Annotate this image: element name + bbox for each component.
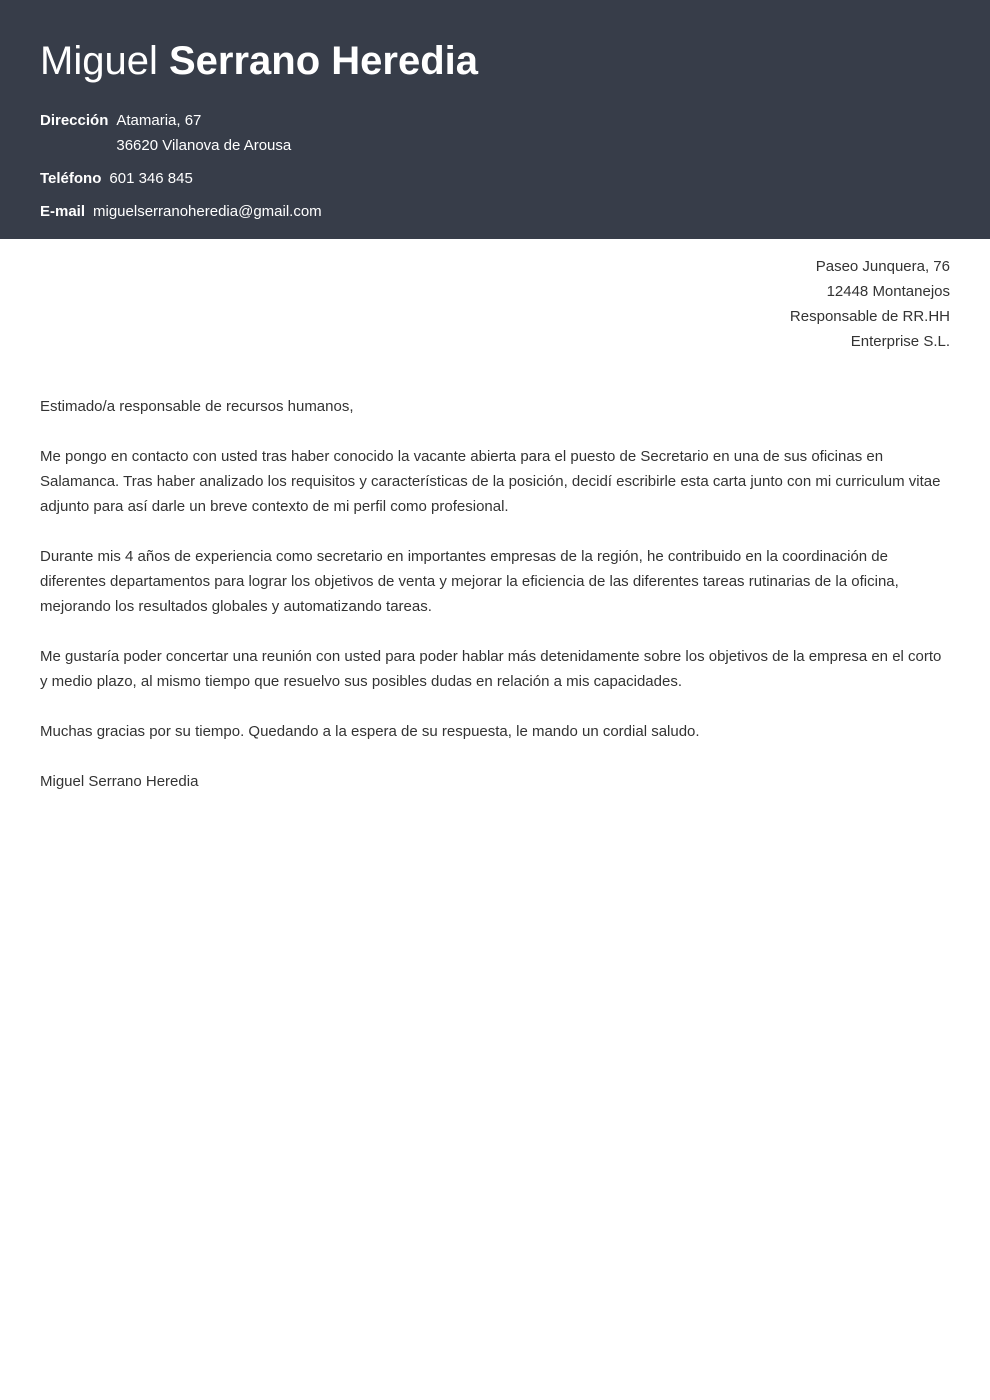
address-line-1: Atamaria, 67 <box>116 112 202 129</box>
email-value <box>93 199 322 224</box>
phone-number: 601 346 845 <box>109 170 193 187</box>
recipient-city: 12448 Montanejos <box>826 283 950 300</box>
phone-row <box>40 166 950 191</box>
sender-last-name: Serrano Heredia <box>168 39 478 83</box>
sender-name <box>40 38 950 84</box>
recipient-company: Enterprise S.L. <box>850 333 950 350</box>
contact-details <box>40 108 950 224</box>
salutation: Estimado/a responsable de recursos humanos, <box>40 398 354 415</box>
paragraph-3: Me gustaría poder concertar una reunión con usted para poder hablar más detenidamente sobre los objetivos de la empresa en el corto y medio plazo, al mismo tiempo que resuelvo sus posibles dudas en relación a mis capacidades. <box>40 648 942 690</box>
address-row <box>40 108 950 158</box>
recipient-block <box>40 254 950 354</box>
recipient-role: Responsable de RR.HH <box>789 308 950 325</box>
address-label: Dirección <box>40 112 109 129</box>
letter-body <box>40 394 950 794</box>
email-row <box>40 199 950 224</box>
closing: Muchas gracias por su tiempo. Quedando a la espera de su respuesta, le mando un cordial saludo. <box>40 723 700 740</box>
letter-content <box>0 239 990 794</box>
recipient-street: Paseo Junquera, 76 <box>815 258 950 275</box>
letter-header <box>0 0 990 239</box>
signature: Miguel Serrano Heredia <box>40 773 199 790</box>
phone-value <box>109 166 192 191</box>
paragraph-1: Me pongo en contacto con usted tras haber conocido la vacante abierta para el puesto de Secretario en una de sus oficinas en Salamanca. Tras haber analizado los requisitos y características de la posición, decidí escribirle esta carta junto con mi curriculum vitae adjunto para así darle un breve contexto de mi perfil como profesional. <box>40 448 941 515</box>
phone-label: Teléfono <box>40 170 102 187</box>
address-value <box>116 108 291 158</box>
email-address: miguelserranoheredia@gmail.com <box>93 203 322 220</box>
sender-first-name: Miguel <box>40 39 158 83</box>
email-label: E-mail <box>40 203 86 220</box>
paragraph-2: Durante mis 4 años de experiencia como secretario en importantes empresas de la región, he contribuido en la coordinación de diferentes departamentos para lograr los objetivos de venta y mejorar la eficiencia de las diferentes tareas rutinarias de la oficina, mejorando los resultados globales y automatizando tareas. <box>40 548 899 615</box>
address-line-2: 36620 Vilanova de Arousa <box>116 137 292 154</box>
